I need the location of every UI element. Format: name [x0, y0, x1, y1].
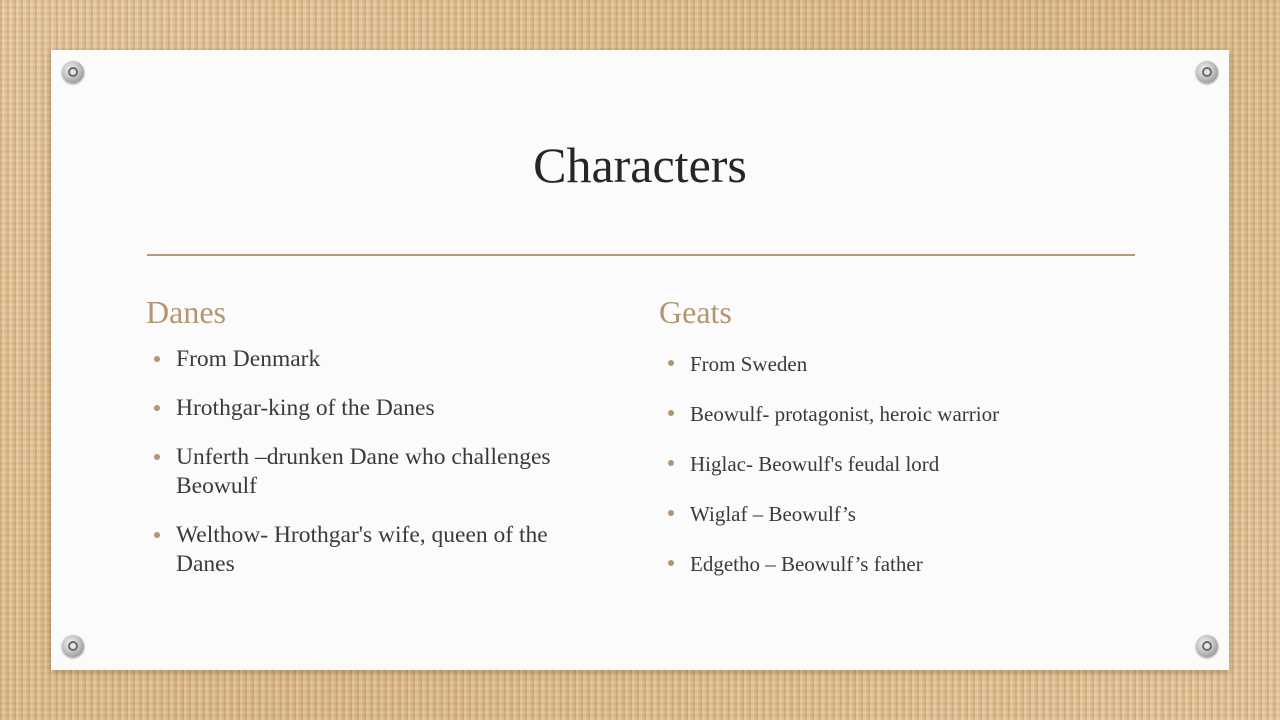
geats-heading: Geats [659, 294, 732, 330]
list-item: Beowulf- protagonist, heroic warrior [662, 400, 1132, 428]
list-item: Higlac- Beowulf's feudal lord [662, 450, 1132, 478]
pushpin-icon [1196, 61, 1218, 83]
danes-list [148, 345, 598, 599]
list-item: Edgetho – Beowulf’s father [662, 550, 1132, 578]
slide-title: Characters [533, 137, 747, 193]
title-divider [147, 254, 1135, 256]
list-item: Welthow- Hrothgar's wife, queen of the Danes [148, 521, 598, 579]
list-item: Hrothgar-king of the Danes [148, 394, 598, 423]
danes-heading: Danes [146, 294, 226, 330]
geats-list [662, 350, 1132, 600]
list-item: From Denmark [148, 345, 598, 374]
pushpin-icon [62, 61, 84, 83]
list-item: Wiglaf – Beowulf’s [662, 500, 1132, 528]
list-item: Unferth –drunken Dane who challenges Beowulf [148, 443, 598, 501]
list-item: From Sweden [662, 350, 1132, 378]
pushpin-icon [62, 635, 84, 657]
pushpin-icon [1196, 635, 1218, 657]
